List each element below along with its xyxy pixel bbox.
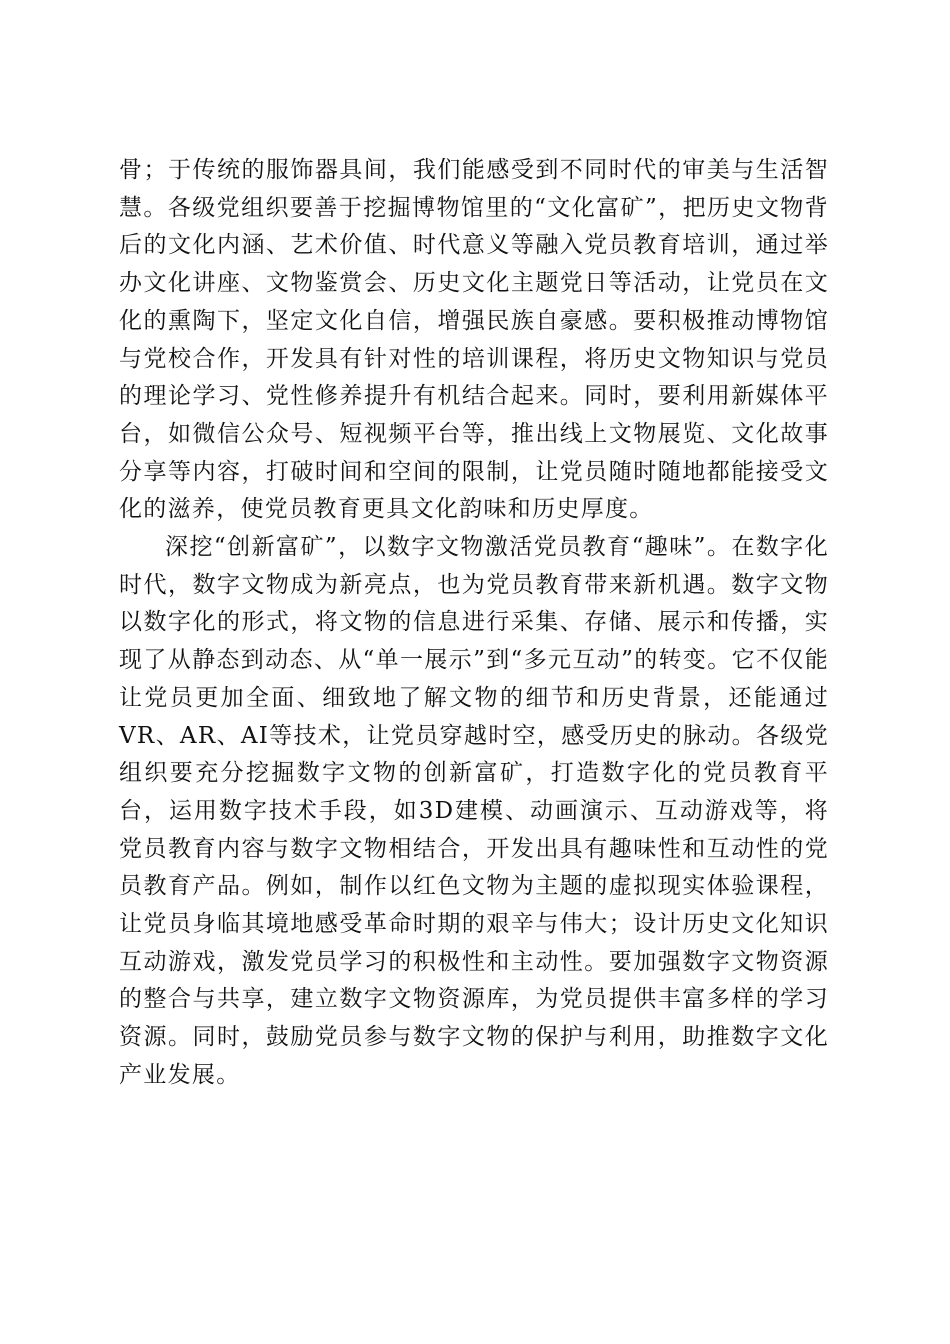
- body-text: [119, 152, 829, 1095]
- paragraph-continued: 骨；于传统的服饰器具间，我们能感受到不同时代的审美与生活智慧。各级党组织要善于挖掘博物馆里的“文化富矿”，把历史文物背后的文化内涵、艺术价值、时代意义等融入党员教育培训，通过举办文化讲座、文物鉴赏会、历史文化主题党日等活动，让党员在文化的熏陶下，坚定文化自信，增强民族自豪感。要积极推动博物馆与党校合作，开发具有针对性的培训课程，将历史文物知识与党员的理论学习、党性修养提升有机结合起来。同时，要利用新媒体平台，如微信公众号、短视频平台等，推出线上文物展览、文化故事分享等内容，打破时间和空间的限制，让党员随时随地都能接受文化的滋养，使党员教育更具文化韵味和历史厚度。: [119, 157, 829, 523]
- paragraph-digital-relics: 深挖“创新富矿”，以数字文物激活党员教育“趣味”。在数字化时代，数字文物成为新亮点，也为党员教育带来新机遇。数字文物以数字化的形式，将文物的信息进行采集、存储、展示和传播，实现了从静态到动态、从“单一展示”到“多元互动”的转变。它不仅能让党员更加全面、细致地了解文物的细节和历史背景，还能通过VR、AR、AI等技术，让党员穿越时空，感受历史的脉动。各级党组织要充分挖掘数字文物的创新富矿，打造数字化的党员教育平台，运用数字技术手段，如3D建模、动画演示、互动游戏等，将党员教育内容与数字文物相结合，开发出具有趣味性和互动性的党员教育产品。例如，制作以红色文物为主题的虚拟现实体验课程，让党员身临其境地感受革命时期的艰辛与伟大；设计历史文化知识互动游戏，激发党员学习的积极性和主动性。要加强数字文物资源的整合与共享，建立数字文物资源库，为党员提供丰富多样的学习资源。同时，鼓励党员参与数字文物的保护与利用，助推数字文化产业发展。: [119, 534, 829, 1088]
